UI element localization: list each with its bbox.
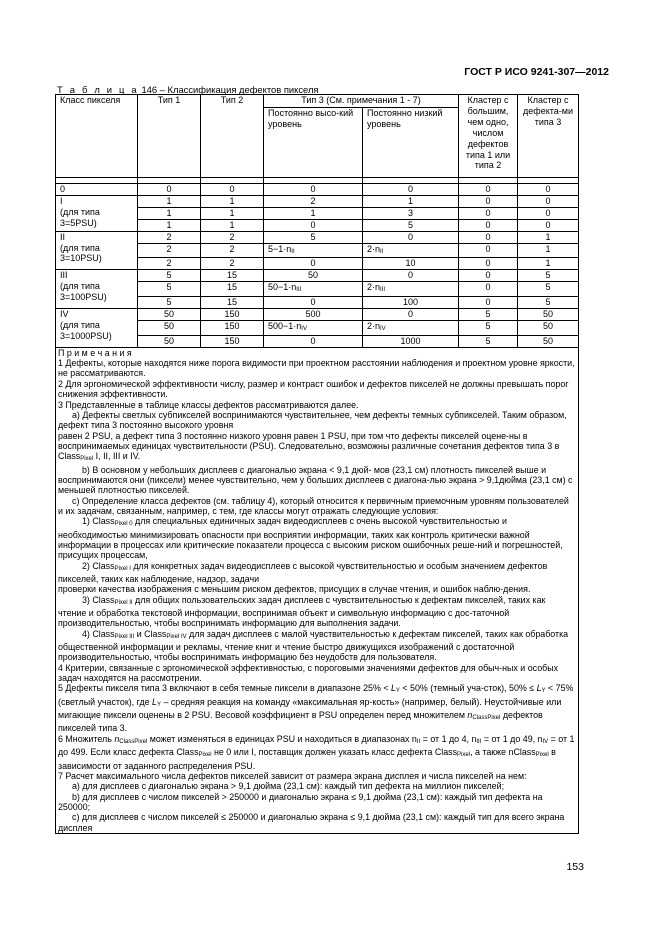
type3-high-cell: 0 [264,219,363,231]
note-3b: b) В основном у небольших дисплеев с диагональю экрана < 9,1 дюй- мов (23,1 см) плотность пикселей выше и воспринимаются они (пиксели) менее чувствительно, чем у больших дисплеев с диагона-лью экрана > 9,1дюйма (23,1 см) с меньшей плотностью пикселей. [58,464,573,496]
header-cluster3: Кластер с дефекта-ми типа 3 [518,95,579,178]
pixel-defect-table [55,94,579,834]
class-cell [56,195,138,231]
class-note: (для типа [60,319,100,330]
class-label: III [60,270,68,281]
formula: 2·n [367,243,381,254]
note-text: I, II, III и IV. [93,451,141,462]
type3-low-cell: 10 [363,258,459,270]
note-text: для общих пользовательских задач дисплеев с чувствительностью к дефектам пикселей, таких как чтение и обработка текстовой информации, воспринимая объект и символьную информацию с дос-таточной производительностью, чтобы воспринимать информацию для выполнения задачи. [58,594,546,629]
note-3c-2-cont: проверки качества изображения с меньшим риском дефектов, присущих в случае чтения, и ошибок наблю-дения. [58,584,531,595]
type2-cell: 150 [201,309,264,321]
note-6 [58,734,576,771]
note-symbol: L [152,696,157,707]
note-4: 4 Критерии, связанные с эргономической эффективностью, с пороговыми значениями дефектов для обыч-ных и особых задач находятся на рассмотрении. [58,662,559,684]
note-text: , а также nClass [470,747,536,758]
cluster3-cell: 50 [518,335,579,347]
formula-subscript: II [291,248,295,255]
type3-high-cell: 1 [264,207,363,219]
type3-low-cell: 5 [363,219,459,231]
note-subscript: II [416,738,421,745]
note-text: – средняя реакция на команду «максимальная яр-кость» (например, белый). Неустойчивые или мигающие пиксели оценены в 2 PSU. Весовой коэффициент в PSU определен перед множителем [58,696,562,721]
note-text: < 75% (светлый участок), где [58,683,574,707]
notes-cell [56,347,579,833]
formula-subscript: III [380,287,386,294]
class-cell [56,231,138,270]
type1-cell: 2 [138,243,201,258]
note-3a-part2 [58,431,576,465]
header-row-1 [56,95,579,108]
cluster3-cell: 50 [518,320,579,335]
type1-cell: 5 [138,282,201,297]
type3-low-cell: 0 [363,270,459,282]
type3-high-cell [264,243,363,258]
type3-high-cell: 500 [264,309,363,321]
type2-cell: 15 [201,282,264,297]
note-subscript: Pixel I [114,565,131,572]
cluster3-cell: 50 [518,309,579,321]
type1-cell: 0 [138,184,201,196]
formula-subscript: III [296,287,302,294]
type3-high-cell: 0 [264,184,363,196]
note-7a: а) для дисплеев с диагональю экрана > 9,1 дюйма (23,1 см): каждый тип дефекта на миллион пикселей; [72,781,505,792]
class-note: 3=10PSU) [60,253,102,264]
header-type3: Тип 3 (См. примечания 1 - 7) [264,95,459,108]
cluster3-cell: 0 [518,184,579,196]
note-symbol: L [390,683,396,694]
class-cell [56,270,138,309]
class-note: (для типа [60,281,100,292]
note-subscript: Pixel [198,752,212,759]
cluster12-cell: 5 [459,309,518,321]
note-text: 6 Множитель [58,733,115,744]
note-symbol: n [467,710,473,721]
type2-cell: 15 [201,270,264,282]
note-3c-3 [58,595,576,629]
note-7: 7 Расчет максимального числа дефектов пикселей зависит от размера экрана дисплея и числа пикселей на нем: [58,770,527,781]
page-number: 153 [566,861,584,873]
type1-cell: 2 [138,258,201,270]
class-label: IV [60,309,69,320]
table-row [56,270,579,282]
cluster3-cell: 5 [518,282,579,297]
note-subscript: Pixel II [114,599,133,606]
type2-cell: 0 [201,184,264,196]
header-type1: Тип 1 [138,95,201,178]
note-text: = от 1 до 499. Если класс дефекта Class [58,733,575,758]
cluster12-cell: 0 [459,195,518,207]
note-subscript: III [476,738,482,745]
class-label: II [60,231,66,242]
type1-cell: 5 [138,297,201,309]
cluster12-cell: 5 [459,335,518,347]
type1-cell: 50 [138,320,201,335]
note-text: не 0 или I, поставщик должен указать класс дефекта Class [211,747,458,758]
type3-low-cell: 1 [363,195,459,207]
type3-high-cell: 2 [264,195,363,207]
cluster12-cell: 0 [459,297,518,309]
formula: 2·n [367,282,381,293]
note-1: 1 Дефекты, которые находятся ниже порога видимости при проектном расстоянии наблюдения и проектном уровне яркости, не рассматриваются. [58,358,575,379]
class-note: (для типа [60,206,100,217]
cluster3-cell: 1 [518,243,579,258]
note-subscript: Pixel 0 [114,521,133,528]
note-text: < 50% (темный уча-сток), 50% ≤ [399,683,537,694]
type3-high-cell: 50 [264,270,363,282]
formula-subscript: IV [380,325,386,332]
type2-cell: 1 [201,219,264,231]
class-note: 3=5PSU) [60,217,97,228]
class-note: 3=1000PSU) [60,330,112,341]
table-row [56,184,579,196]
type3-high-cell: 0 [264,258,363,270]
table-row [56,309,579,321]
type3-low-cell: 0 [363,184,459,196]
cluster3-cell: 0 [518,219,579,231]
cluster3-cell: 5 [518,297,579,309]
header-type3-low: Постоянно низкий уровень [363,108,459,178]
note-7b: b) для дисплеев с числом пикселей > 250000 и диагональю экрана ≤ 9,1 дюйма (23,1 см): каждый тип дефекта на 250000; [58,791,543,812]
table-caption-label: Т а б л и ц а [57,84,139,95]
cluster12-cell: 0 [459,231,518,243]
note-text: дефектов пикселей типа 3. [58,710,543,734]
type1-cell: 1 [138,219,201,231]
note-text: = от 1 до 4, n [420,733,477,744]
note-subscript: Y [395,688,400,695]
note-subscript: Y [541,688,546,695]
cluster12-cell: 0 [459,270,518,282]
cluster3-cell: 0 [518,207,579,219]
note-subscript: Pixel [535,752,549,759]
type3-low-cell [363,243,459,258]
cluster3-cell: 0 [518,195,579,207]
type1-cell: 50 [138,335,201,347]
note-text: 2) Class [82,560,115,571]
note-text: и Class [134,628,167,639]
formula: 50−1·n [268,282,297,293]
cluster12-cell: 5 [459,320,518,335]
type3-high-cell [264,320,363,335]
note-text: в зависимости от заданного распределения PSU. [58,747,556,771]
formula-subscript: II [380,248,384,255]
cluster12-cell: 0 [459,184,518,196]
cluster3-cell: 5 [518,270,579,282]
type3-low-cell: 0 [363,231,459,243]
type3-high-cell: 0 [264,297,363,309]
type2-cell: 1 [201,195,264,207]
type3-low-cell: 3 [363,207,459,219]
header-type3-high: Постоянно высо-кий уровень [264,108,363,178]
type3-low-cell [363,320,459,335]
type1-cell: 1 [138,195,201,207]
type2-cell: 15 [201,297,264,309]
note-text: для конкретных задач видеодисплеев с высокой чувствительностью и особым значением дефектов пикселей, таких как наблюдение, надзор, задачи [58,560,548,584]
formula: 2·n [367,320,381,331]
note-3c-2 [58,561,576,585]
type2-cell: 2 [201,258,264,270]
type3-low-cell: 100 [363,297,459,309]
cluster12-cell: 0 [459,243,518,258]
cluster12-cell: 0 [459,219,518,231]
notes-row [56,347,579,833]
class-note: 3=100PSU) [60,292,107,303]
type3-low-cell [363,282,459,297]
note-symbol: n [114,733,120,744]
type2-cell: 2 [201,243,264,258]
type1-cell: 5 [138,270,201,282]
note-subscript: Y [156,701,161,708]
class-label: I [60,195,63,206]
type3-high-cell: 5 [264,231,363,243]
type3-high-cell [264,282,363,297]
header-class: Класс пикселя [56,95,138,178]
note-text: для специальных единичных задач видеодисплеев с очень высокой чувствительностью и необходимостью минимизировать опасности при восприятии информации, таких как контроль критически важной информации в процессах или критические показатели процесса с высоким риском ошибочных реше-ний и погрешностей, присущих процессам, [58,516,563,561]
class-note: (для типа [60,242,100,253]
note-text: 3) Class [82,594,115,605]
document-header: ГОСТ Р ИСО 9241-307—2012 [464,66,609,78]
note-3c-4 [58,629,576,663]
note-3c-1 [58,516,576,560]
note-subscript: Pixel IV [166,633,187,640]
note-subscript: ClassPixel [119,738,148,745]
note-subscript: Pixel [457,752,471,759]
note-text: может изменяться в единицах PSU и находиться в диапазонах n [147,733,417,744]
note-text: для задач дисплеев с малой чувствительностью к дефектам пикселей, таких как обработка общественной информации и рекламы, чтение книг и чтение быстро движущихся изображений с достаточной производительностью, чтобы воспринимать информацию без неудобств для пользователя. [58,628,569,663]
note-3: 3 Представленные в таблице классы дефектов рассматриваются далее. [58,399,359,410]
formula: 500−1·n [268,320,302,331]
header-cluster12: Кластер с большим, чем одно, числом дефектов типа 1 или типа 2 [459,95,518,178]
note-2: 2 Для эргономической эффективности числу, размер и контраст ошибок и дефектов пикселей не должны превышать порог снижения эффективности. [58,378,569,400]
note-text: = от 1 до 49, n [481,733,543,744]
note-subscript: IV [542,738,549,745]
type3-high-cell: 0 [264,335,363,347]
type2-cell: 150 [201,320,264,335]
note-7c: с) для дисплеев с числом пикселей ≤ 250000 и диагональю экрана ≤ 9,1 дюйма (23,1 см): каждый тип для всего экрана дисплея [58,812,565,833]
table-caption-text: 146 – Классификация дефектов пикселя [138,84,319,95]
type2-cell: 150 [201,335,264,347]
class-cell [56,309,138,348]
note-text: 1) Class [82,516,115,527]
cluster12-cell: 0 [459,282,518,297]
cluster3-cell: 1 [518,231,579,243]
note-text: 4) Class [82,628,115,639]
formula: 5−1·n [268,243,292,254]
header-type2: Тип 2 [201,95,264,178]
note-subscript: ClassPixel [472,715,501,722]
table-row [56,231,579,243]
type2-cell: 2 [201,231,264,243]
type1-cell: 1 [138,207,201,219]
cluster12-cell: 0 [459,207,518,219]
type3-low-cell: 1000 [363,335,459,347]
cluster3-cell: 1 [518,258,579,270]
note-text: 5 Дефекты пикселя типа 3 включают в себя темные пиксели в диапазоне 25% < [58,683,391,694]
note-text: равен 2 PSU, а дефект типа 3 постоянно низкого уровня равен 1 PSU, при том что дефекты пикселей оцене-ны в воспринимаемых единицах чувствительности (PSU). Следовательно, возможны различные сочетания дефектов типа 3 в Class [58,430,560,462]
cluster12-cell: 0 [459,258,518,270]
type1-cell: 50 [138,309,201,321]
formula-subscript: IV [301,325,307,332]
type3-low-cell: 0 [363,309,459,321]
note-subscript: Pixel III [114,633,135,640]
note-subscript: Pixel [80,456,94,463]
type1-cell: 2 [138,231,201,243]
note-3c: с) Определение класса дефектов (см. таблицу 4), который относится к первичным приемочным уровням пользователей и их задачам, связанным, например, с тем, где классы могут отражать следующие условия: [58,495,569,516]
notes-title: П р и м е ч а н и я [58,347,132,358]
table-row [56,195,579,207]
class-cell: 0 [56,184,138,196]
note-5 [58,683,576,733]
note-symbol: L [536,683,542,694]
note-3a-part1: а) Дефекты светлых субпикселей воспринимаются чувствительнее, чем дефекты темных субпикселей. Таким образом, дефект типа 3 постоянно высокого уровня [58,409,567,431]
type2-cell: 1 [201,207,264,219]
